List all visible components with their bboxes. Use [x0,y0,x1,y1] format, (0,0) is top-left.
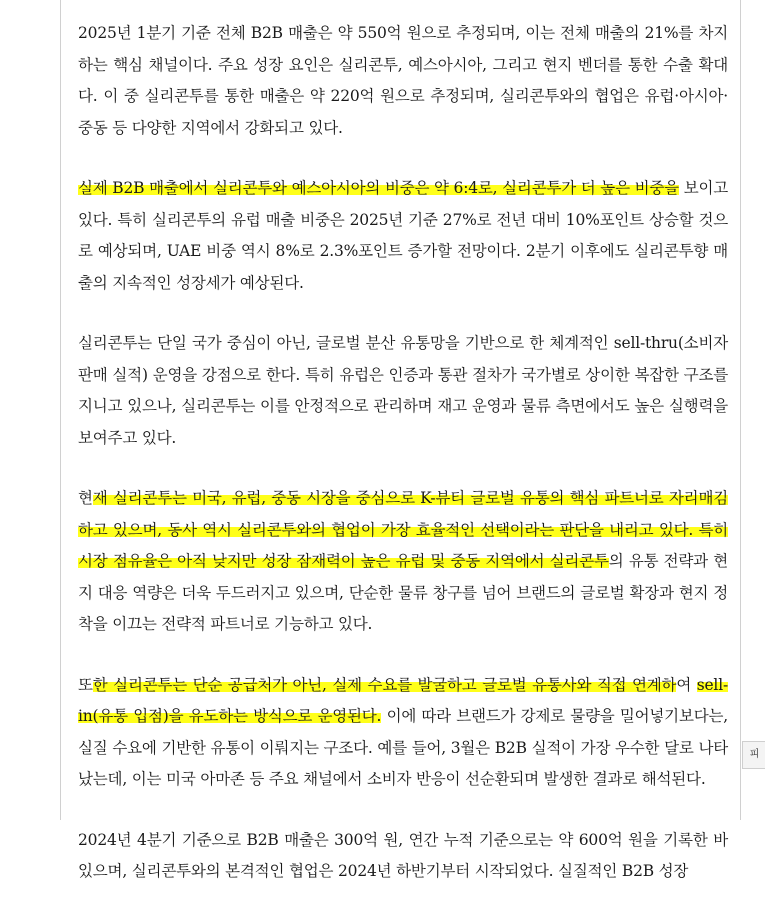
text-segment: 이에 따라 브랜드가 강제로 물량을 밀어넣기보다는, 실질 수요에 기반한 유통이 이뤄지는 구조다. 예를 들어, 3월은 B2B 실적이 가장 우수한 달로 나타났는데, 이는 미국 아마존 등 주요 채널에서 소비자 반응이 선순환되며 발생한 결과로 해석된다. [78,707,728,788]
text-segment: 또 [78,675,93,694]
paragraph-1 [78,18,728,144]
document-body [78,18,728,917]
paragraph-4 [78,483,728,641]
highlighted-text: 한 실리콘투는 단순 공급처가 아닌, 실제 수요를 발굴하고 글로벌 유통사와 직접 연계하 [92,675,677,694]
side-panel-tab[interactable] [742,741,765,769]
text-segment: 2024년 4분기 기준으로 B2B 매출은 300억 원, 연간 누적 기준으로는 약 600억 원을 기록한 바 있으며, 실리콘투와의 본격적인 협업은 2024년 하반기부터 시작되었다. 실질적인 B2B 성장 [78,830,728,880]
paragraph-3 [78,328,728,454]
highlighted-text: 실제 B2B 매출에서 실리콘투와 예스아시아의 비중은 약 6:4로, 실리콘투가 더 높은 비중을 [78,179,679,197]
text-segment: 여 [676,675,697,694]
text-segment: 의 유통 전략과 현지 대응 역량은 더욱 두드러지고 있으며, 단순한 물류 창구를 넘어 브랜드의 글로벌 확장과 현지 정착을 이끄는 전략적 파트너로 기능하고 있다. [78,552,728,633]
page-left-edge [60,0,61,820]
paragraph-6 [78,825,728,888]
text-segment: 보이고 있다. 특히 실리콘투의 유럽 매출 비중은 2025년 기준 27%로 전년 대비 10%포인트 상승할 것으로 예상되며, UAE 비중 역시 8%로 2.3%포인트 증가할 전망이다. 2분기 이후에도 실리콘투향 매출의 지속적인 성장세가 예상된다. [78,179,729,292]
side-tab-label: 피 [749,749,760,760]
text-segment: 실리콘투는 단일 국가 중심이 아닌, 글로벌 분산 유통망을 기반으로 한 체계적인 sell-thru(소비자 판매 실적) 운영을 강점으로 한다. 특히 유럽은 인증과 통관 절차가 국가별로 상이한 복잡한 구조를 지니고 있으나, 실리콘투는 이를 안정적으로 관리하며 재고 운영과 물류 측면에서도 높은 실행력을 보여주고 있다. [78,334,728,447]
page-right-edge [740,0,741,820]
paragraph-2 [78,173,728,299]
text-segment: 2025년 1분기 기준 전체 B2B 매출은 약 550억 원으로 추정되며, 이는 전체 매출의 21%를 차지하는 핵심 채널이다. 주요 성장 요인은 실리콘투, 예스아시아, 그리고 현지 벤더를 통한 수출 확대다. 이 중 실리콘투를 통한 매출은 약 220억 원으로 추정되며, 실리콘투와의 협업은 유럽·아시아·중동 등 다양한 지역에서 강화되고 있다. [78,24,728,137]
highlighted-text: sell-in(유통 입점)을 유도하는 방식으로 운영된다. [78,675,728,725]
text-segment: 현 [78,489,93,507]
highlighted-text: 재 실리콘투는 미국, 유럽, 중동 시장을 중심으로 K-뷰티 글로벌 유통의 핵심 파트너로 자리매김하고 있으며, 동사 역시 실리콘투와의 협업이 가장 효율적인 선택이라는 판단을 내리고 있다. 특히 시장 점유율은 아직 낮지만 성장 잠재력이 높은 유럽 및 중동 지역에서 실리콘투 [78,489,728,570]
paragraph-5 [78,670,728,796]
